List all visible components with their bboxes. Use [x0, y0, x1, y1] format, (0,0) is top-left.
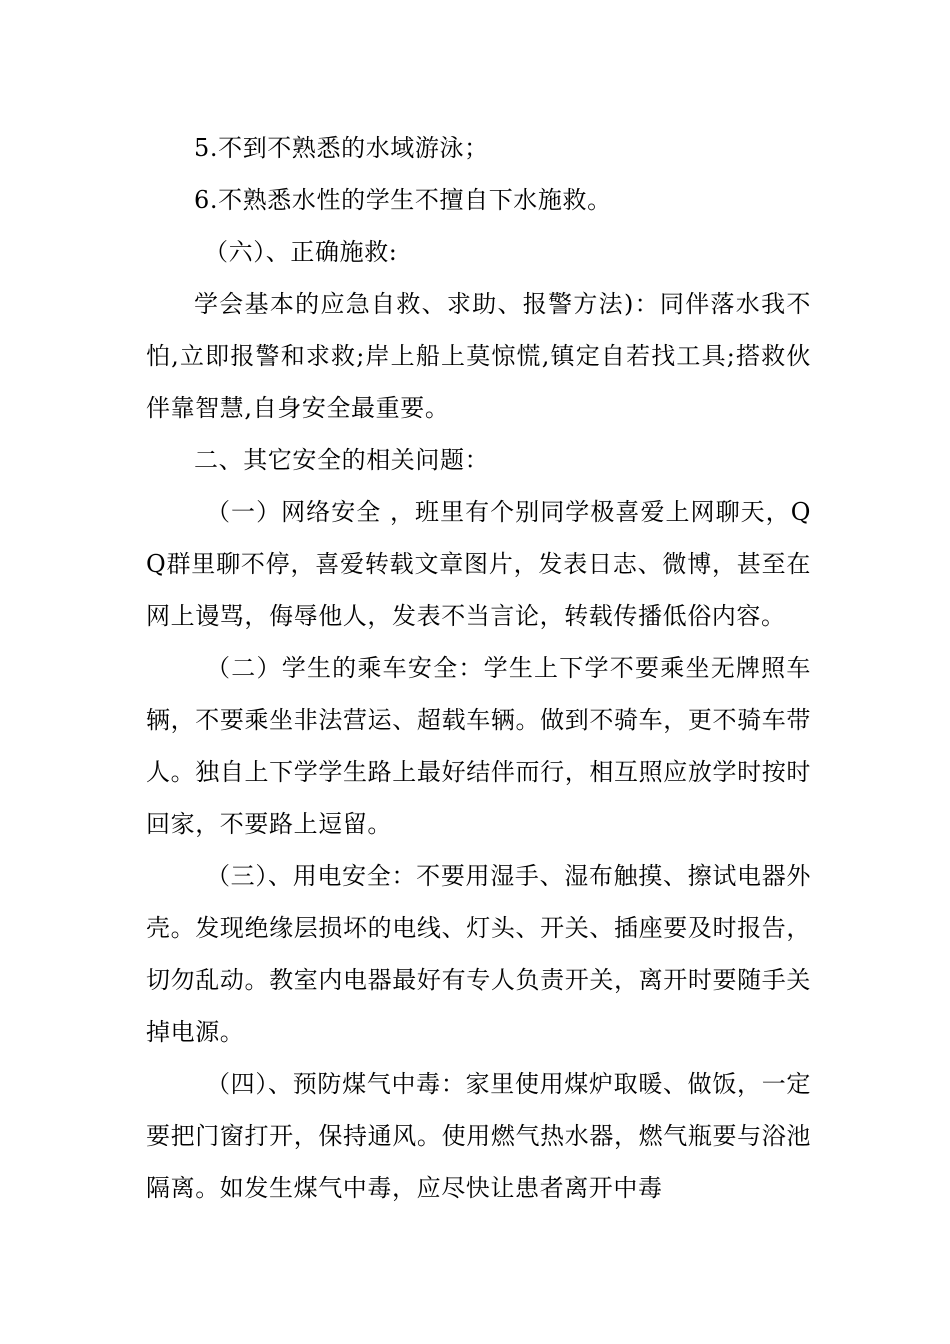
section-heading-other-safety: 二、其它安全的相关问题： [194, 446, 490, 474]
section-heading-six: （六）、正确施救: [204, 238, 398, 266]
paragraph-vehicle-safety: （二）学生的乘车安全：学生上下学不要乘坐无牌照车辆，不要乘坐非法营运、超载车辆。做到不骑车，更不骑车带人。独自上下学学生路上最好结伴而行，相互照应放学时按时回家，不要路上逗留。 [146, 654, 811, 838]
paragraph-network-safety: （一）网络安全 ，班里有个别同学极喜爱上网聊天，QQ群里聊不停，喜爱转载文章图片，发表日志、微博，甚至在网上谩骂，侮辱他人，发表不当言论，转载传播低俗内容。 [146, 498, 811, 630]
paragraph-rescue-methods: 学会基本的应急自救、求助、报警方法)：同伴落水我不怕,立即报警和求救;岸上船上莫惊慌,镇定自若找工具;搭救伙伴靠智慧,自身安全最重要。 [146, 290, 811, 422]
paragraph-item-6: 6.不熟悉水性的学生不擅自下水施救。 [194, 186, 612, 214]
paragraph-electricity-safety: （三）、用电安全：不要用湿手、湿布触摸、擦试电器外壳。发现绝缘层损坏的电线、灯头、开关、插座要及时报告，切勿乱动。教室内电器最好有专人负责开关，离开时要随手关掉电源。 [146, 862, 811, 1046]
paragraph-gas-poisoning: （四）、预防煤气中毒：家里使用煤炉取暖、做饭，一定要把门窗打开，保持通风。使用燃气热水器，燃气瓶要与浴池隔离。如发生煤气中毒，应尽快让患者离开中毒 [146, 1070, 811, 1202]
document-body [146, 122, 811, 1214]
paragraph-item-5: 5.不到不熟悉的水域游泳； [194, 134, 489, 162]
